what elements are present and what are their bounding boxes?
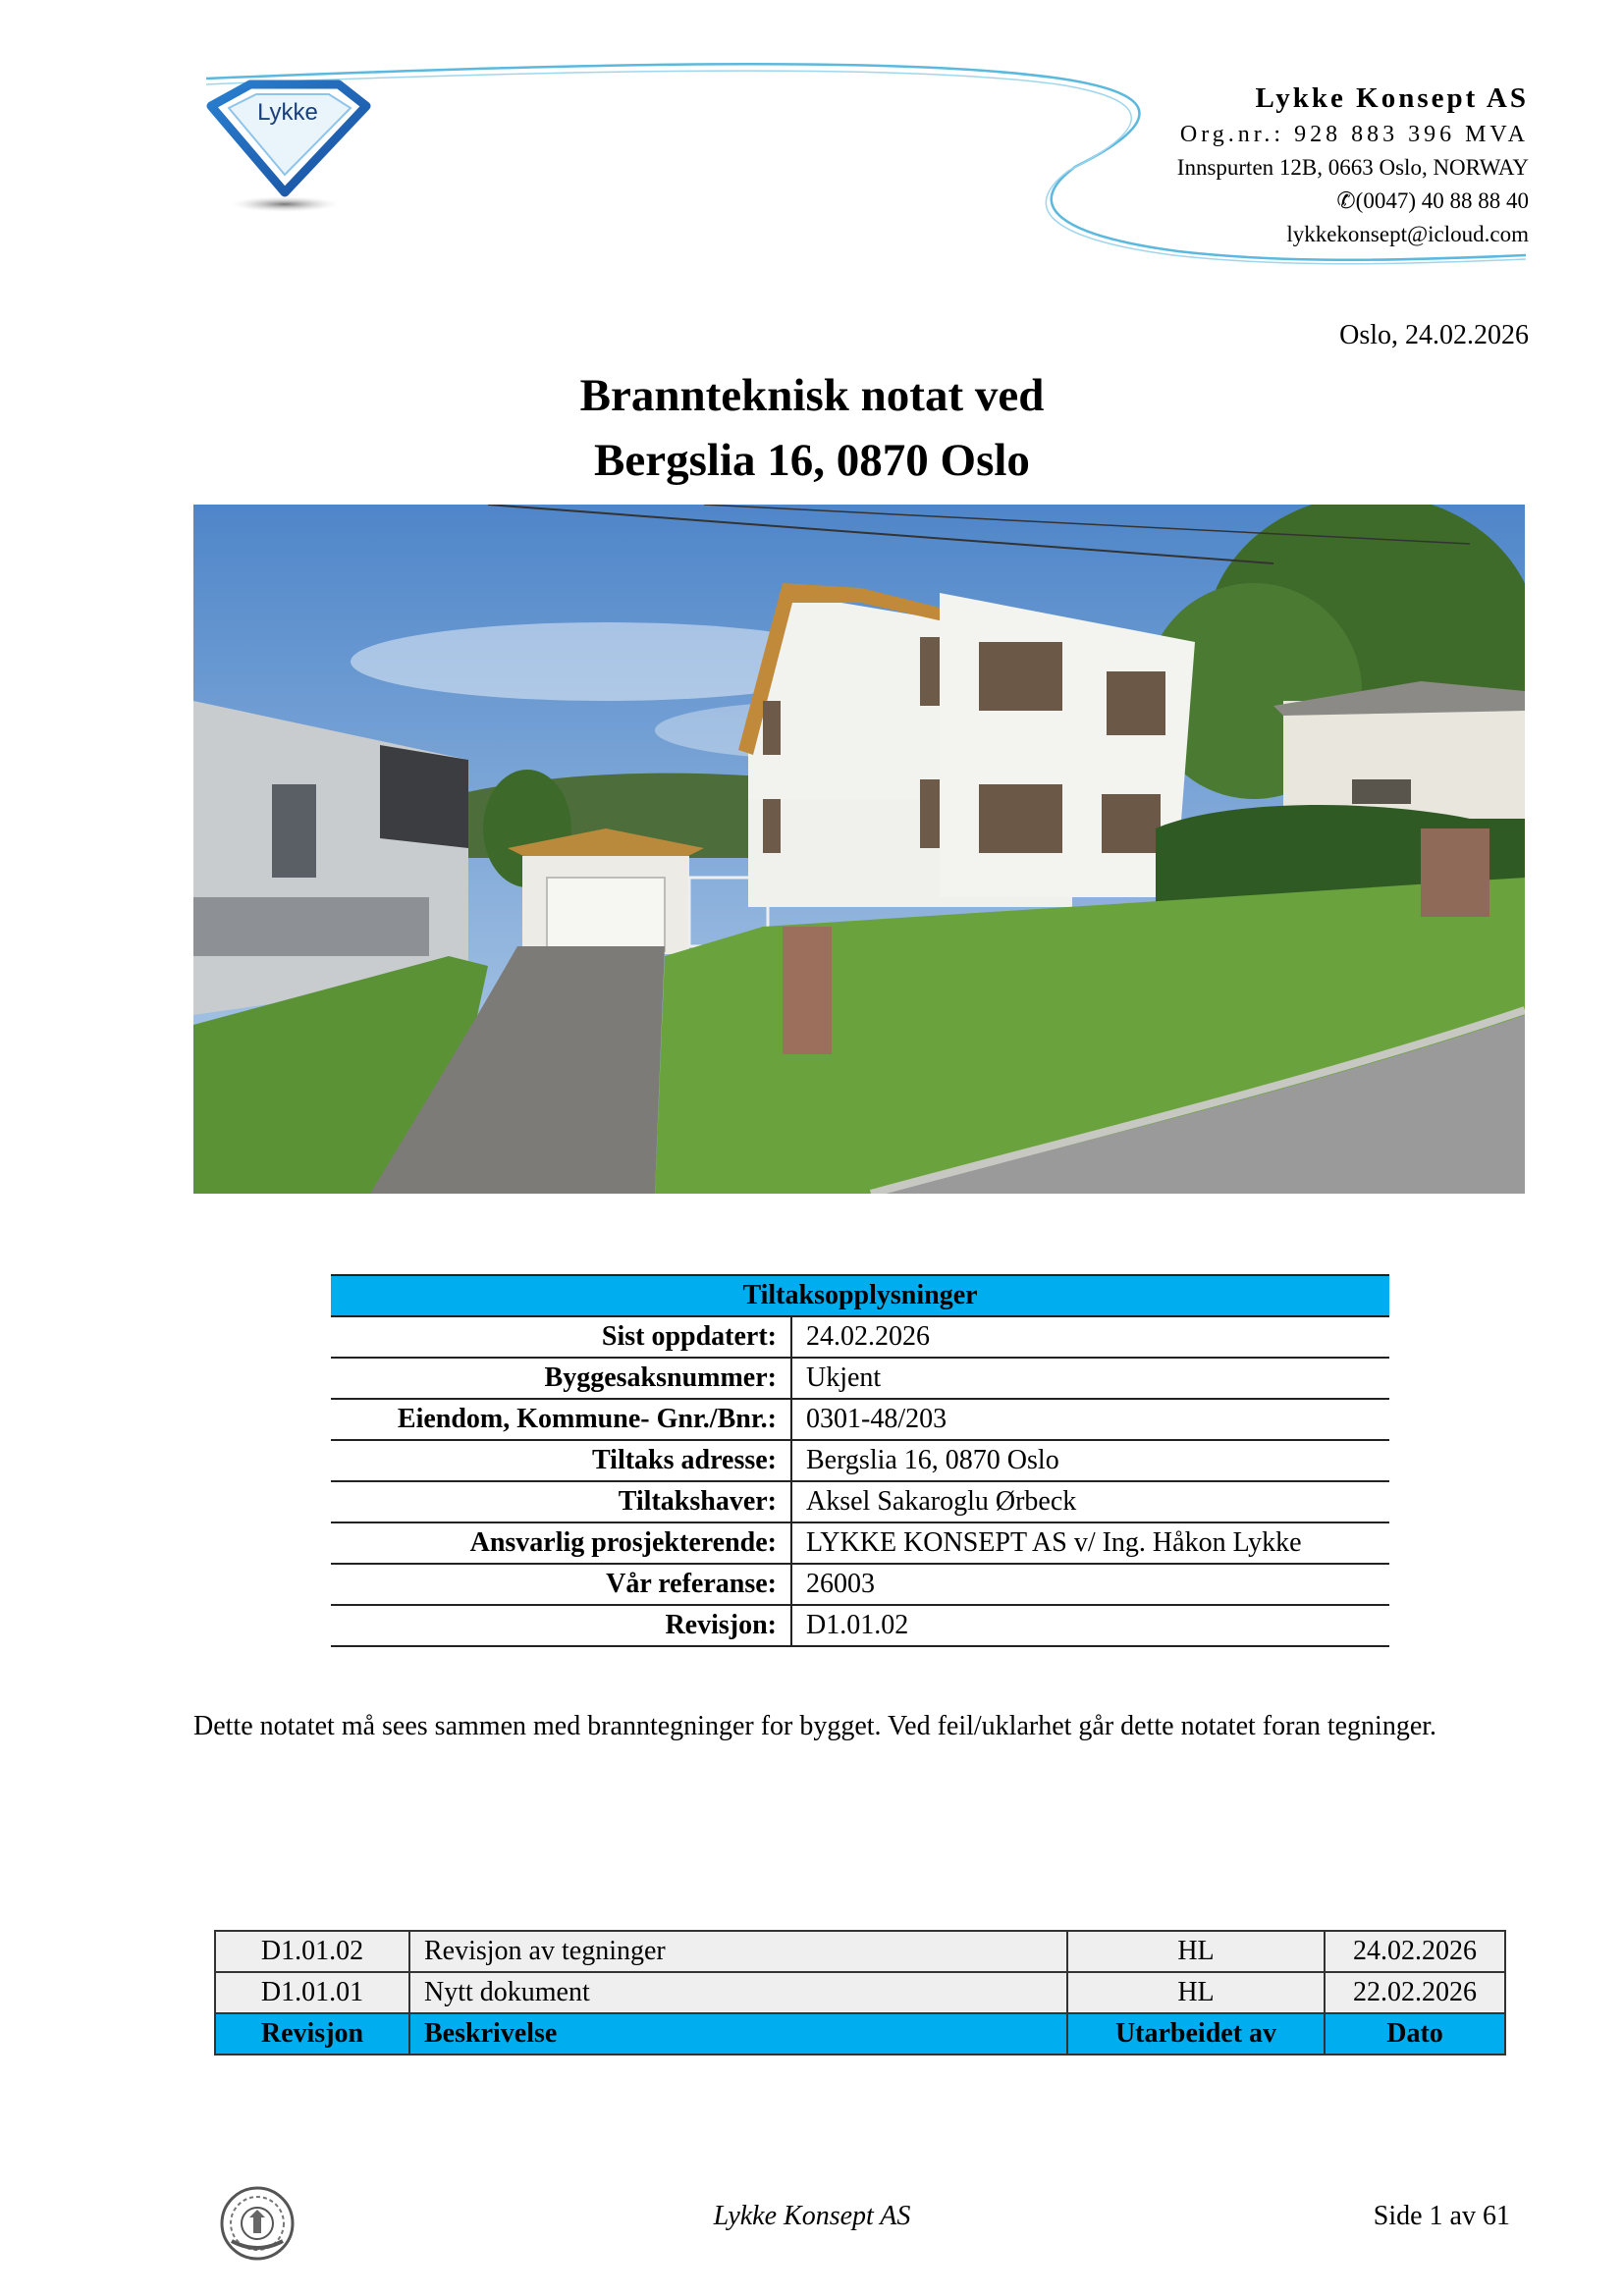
document-title [0,363,1624,493]
info-label: Ansvarlig prosjekterende: [331,1522,791,1564]
company-info [841,79,1529,251]
info-label: Sist oppdatert: [331,1316,791,1358]
company-phone: ✆(0047) 40 88 88 40 [1336,188,1529,213]
info-value: D1.01.02 [791,1605,1389,1646]
title-line-2: Bergslia 16, 0870 Oslo [594,435,1030,486]
company-name: Lykke Konsept AS [1255,82,1529,114]
footer-company: Lykke Konsept AS [713,2201,911,2231]
info-value: Aksel Sakaroglu Ørbeck [791,1481,1389,1522]
logo-text: Lykke [257,99,318,126]
header-date: Dato [1325,2013,1505,2055]
revision-author: HL [1067,1931,1325,1972]
document-note: Dette notatet må sees sammen med branntegninger for bygget. Ved feil/uklarhet går dette notatet foran tegninger. [193,1711,1437,1741]
revision-description: Nytt dokument [409,1972,1067,2013]
info-label: Revisjon: [331,1605,791,1646]
project-info-title: Tiltaksopplysninger [331,1275,1389,1316]
revision-date: 22.02.2026 [1325,1972,1505,2013]
revision-date: 24.02.2026 [1325,1931,1505,1972]
property-photo [193,505,1525,1194]
info-label: Eiendom, Kommune- Gnr./Bnr.: [331,1399,791,1440]
revision-number: D1.01.02 [215,1931,409,1972]
title-line-1: Brannteknisk notat ved [579,370,1045,421]
revision-table [214,1930,1506,2056]
revision-description: Revisjon av tegninger [409,1931,1067,1972]
table-row [331,1440,1389,1481]
info-value: 24.02.2026 [791,1316,1389,1358]
project-info-table [331,1274,1389,1647]
info-label: Tiltakshaver: [331,1481,791,1522]
page-number: Side 1 av 61 [1373,2201,1510,2231]
header-description: Beskrivelse [409,2013,1067,2055]
table-row [331,1522,1389,1564]
info-label: Tiltaks adresse: [331,1440,791,1481]
table-row [331,1605,1389,1646]
info-value: Bergslia 16, 0870 Oslo [791,1440,1389,1481]
table-row [215,1931,1505,1972]
info-label: Vår referanse: [331,1564,791,1605]
info-value: LYKKE KONSEPT AS v/ Ing. Håkon Lykke [791,1522,1389,1564]
header-revision: Revisjon [215,2013,409,2055]
info-value: Ukjent [791,1358,1389,1399]
table-row [331,1481,1389,1522]
company-logo [191,77,378,224]
header-author: Utarbeidet av [1067,2013,1325,2055]
table-row [331,1399,1389,1440]
revision-table-header [215,2013,1505,2055]
info-label: Byggesaksnummer: [331,1358,791,1399]
info-value: 26003 [791,1564,1389,1605]
table-row [215,1972,1505,2013]
table-row [331,1564,1389,1605]
table-row [331,1316,1389,1358]
revision-author: HL [1067,1972,1325,2013]
table-row [331,1358,1389,1399]
company-address: Innspurten 12B, 0663 Oslo, NORWAY [1176,155,1529,180]
document-date: Oslo, 24.02.2026 [1339,320,1529,350]
company-email: lykkekonsept@icloud.com [1286,222,1529,246]
revision-number: D1.01.01 [215,1972,409,2013]
info-value: 0301-48/203 [791,1399,1389,1440]
org-number: Org.nr.: 928 883 396 MVA [1179,122,1529,147]
